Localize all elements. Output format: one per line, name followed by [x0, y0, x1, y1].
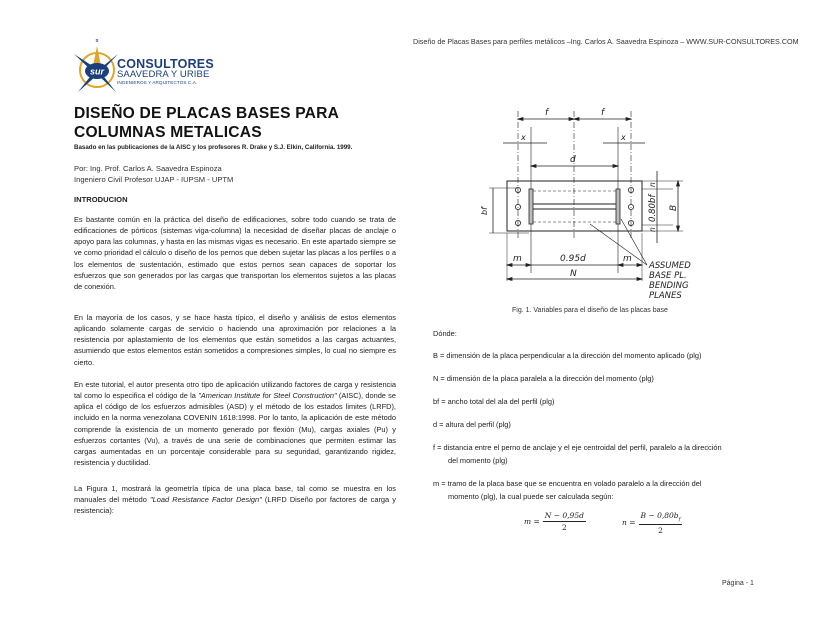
definition-bf: bf = ancho total del ala del perfil (plg) [433, 397, 555, 406]
logo-subtitle: SAAVEDRA Y URIBE [117, 69, 210, 80]
svg-text:ASSUMED: ASSUMED [649, 261, 691, 271]
svg-text:d: d [570, 155, 576, 165]
definition-m-line2: momento (plg), la cual puede ser calculada según: [448, 492, 614, 501]
definition-d: d = altura del perfil (plg) [433, 420, 511, 429]
logo-tagline: INGENIEROS Y ARQUITECTOS C.A. [117, 80, 198, 85]
paragraph-1: Es bastante común en la práctica del diseño de edificaciones, sobre todo cuando se trata de edificaciones de pórticos (sistemas viga-columna) la necesidad de diseñar placas de anclaje o apoyo para las columnas, y hasta en las mismas vigas es necesario. En este apartado siempre se ve como prioridad el cálculo o diseño de los pernos que deben sujetar las placas a los perfiles o a los elementos de sustentación, estimado que estos pernos sean capaces de soportar los esfuerzos que son generados por las cargas que transportan los elementos sujetos a las placas de conexión. [74, 215, 396, 291]
definition-N: N = dimensión de la placa paralela a la dirección del momento (plg) [433, 374, 654, 383]
section-heading: INTRODUCION [74, 195, 128, 204]
figure-caption: Fig. 1. Variables para el diseño de las placas base [512, 307, 668, 314]
logo-badge: sur [89, 66, 105, 77]
document-subtitle: Basado en las publicaciones de la AISC y los profesores R. Drake y S.J. Elkin, California. 1999. [74, 144, 353, 151]
svg-text:0.95d: 0.95d [560, 254, 586, 264]
author-name: Por: Ing. Prof. Carlos A. Saavedra Espinoza [74, 164, 222, 173]
svg-text:n: n [648, 182, 657, 187]
svg-text:BENDING: BENDING [649, 281, 689, 291]
svg-text:BASE PL.: BASE PL. [649, 271, 687, 281]
svg-text:m: m [623, 254, 632, 264]
formula-m: m = $\frac{N - 0,95d}{2}$ [524, 511, 584, 532]
document-title: DISEÑO DE PLACAS BASES PARA COLUMNAS METALICAS [74, 105, 339, 141]
definitions-intro: Dónde: [433, 329, 457, 338]
svg-text:n: n [648, 227, 657, 232]
svg-text:m: m [513, 254, 522, 264]
formula-n: n = $\frac{B - 0,80b_f}{2}$ [622, 511, 681, 535]
page-number: Página - 1 [722, 580, 754, 587]
paragraph-2: En la mayoría de los casos, y se hace hasta típico, el diseño y análisis de estos elementos aplicando solamente cargas de servicio o haciendo una aproximación por relaciones a la resistencia por aplastamiento de los elementos que están sometidos a las cargas actuantes, asumiendo que estos elementos están sometidos a compresiones simples, lo cual no siempre es cierto. [74, 313, 396, 367]
running-header: Diseño de Placas Bases para perfiles metálicos –Ing. Carlos A. Saavedra Espinoza – WWW.SUR-CONSULTORES.COM [413, 37, 799, 46]
aisc-reference: "American Institute for Steel Construction" [198, 391, 337, 401]
lrfd-reference: "Load Resistance Factor Design" [150, 495, 262, 505]
svg-text:0.80bf: 0.80bf [648, 194, 658, 222]
svg-text:PLANES: PLANES [649, 291, 682, 301]
svg-text:f: f [601, 108, 605, 118]
svg-text:N: N [570, 269, 577, 279]
svg-text:S: S [95, 38, 99, 43]
author-affiliation: Ingeniero Civil Profesor UJAP - IUPSM - UPTM [74, 175, 234, 184]
definition-f-line1: f = distancia entre el perno de anclaje y el eje centroidal del perfil, paralelo a la dirección [433, 443, 722, 452]
svg-text:x: x [621, 133, 626, 142]
author-block [74, 163, 233, 185]
svg-text:B: B [669, 204, 679, 211]
svg-text:x: x [521, 133, 526, 142]
definition-m-line1: m = tramo de la placa base que se encuentra en volado paralelo a la dirección del [433, 479, 702, 488]
logo-name: CONSULTORES [117, 57, 214, 71]
definition-B: B = dimensión de la placa perpendicular a la dirección del momento aplicado (plg) [433, 351, 702, 360]
paragraph-3: En este tutorial, el autor presenta otro tipo de aplicación utilizando factores de carga y resistencia tal como lo especifica el código de la "American Institute for Steel Construction" (AISC), donde se aplica el código de los esfuerzos admisibles (ASD) y el método de los estados limites (LRFD), incluido en la norma venezolana COVENIN 1618:1998. Por lo tanto, la aplicación de este método comprende la existencia de un momento generado por flexión (Mu), cargas axiales (Pu) y esfuerzos cortantes (Vu), a través de una serie de combinaciones que permiten estimar las cargas aumentadas en un porcentaje considerable para su seguridad, garantizando rigidez, resistencia y ductilidad. [74, 380, 396, 468]
base-plate-diagram [465, 103, 695, 303]
definition-f-line2: del momento (plg) [448, 456, 508, 465]
svg-text:f: f [545, 108, 549, 118]
paragraph-4: La Figura 1, mostrará la geometría típica de una placa base, tal como se muestra en los manuales del método "Load Resistance Factor Design" (LRFD Diseño por factores de carga y resistencia): [74, 484, 396, 516]
svg-text:bf: bf [480, 207, 489, 215]
